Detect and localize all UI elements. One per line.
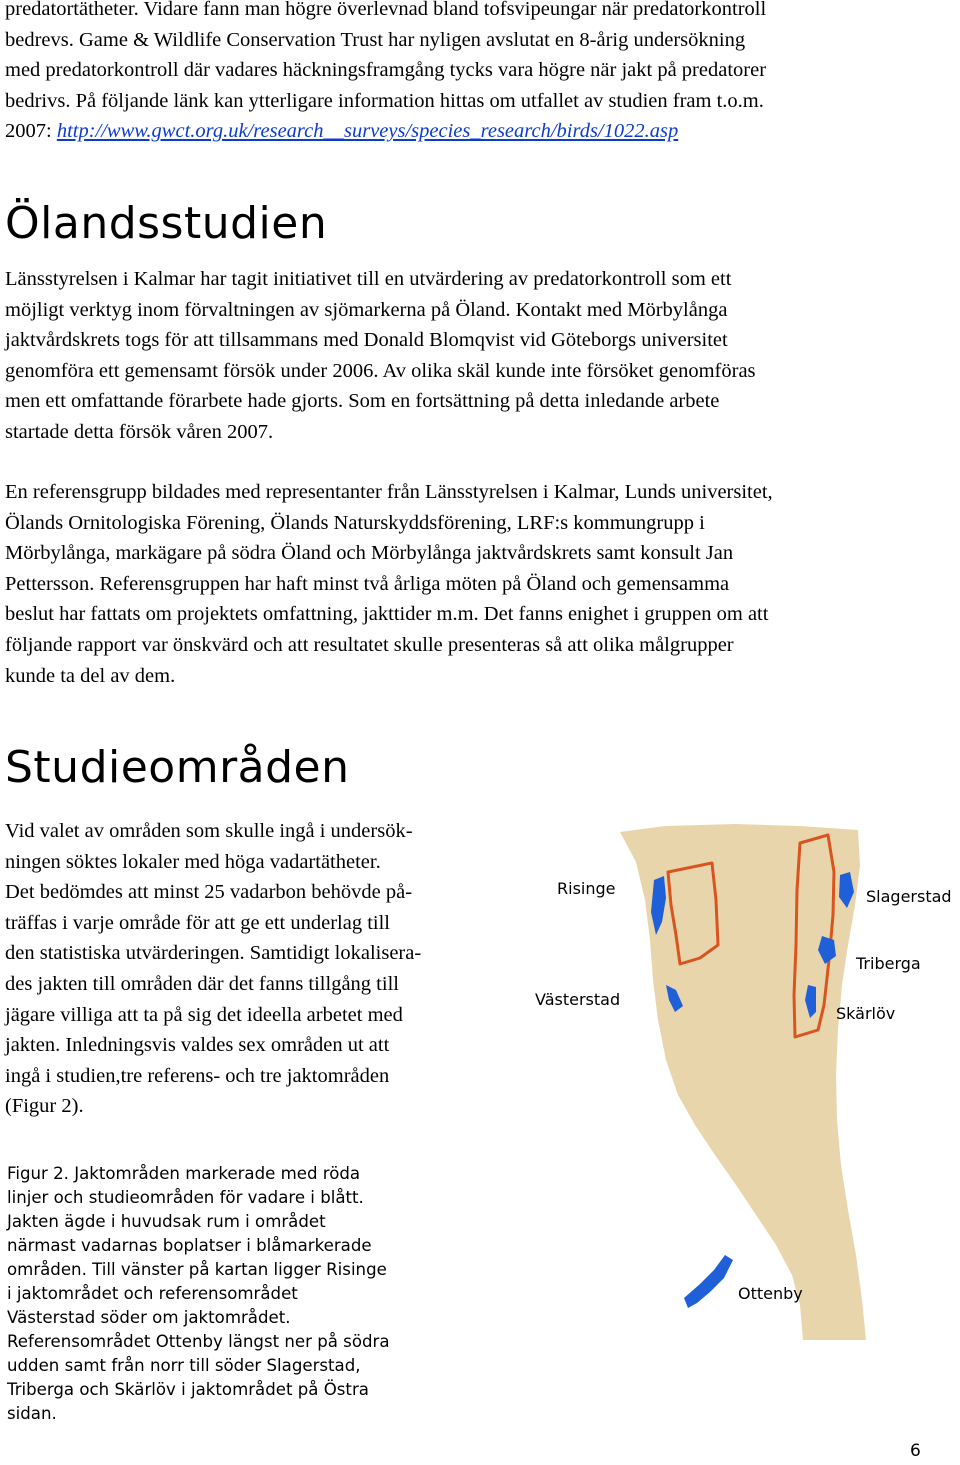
- text-line: startade detta försök våren 2007.: [5, 420, 274, 443]
- text-line: men ett omfattande förarbete hade gjorts. Som en fortsättning på detta inledande arbete: [5, 390, 720, 413]
- link-line: [5, 116, 766, 147]
- section-heading-studieomraden: Studieområden: [5, 742, 350, 793]
- section-heading-olandsstudien: Ölandsstudien: [5, 198, 328, 249]
- text-line: Ölands Ornitologiska Förening, Ölands Naturskyddsförening, LRF:s kommungrupp i: [5, 511, 705, 534]
- map-label-ottenby: Ottenby: [738, 1284, 803, 1303]
- caption-line: Triberga och Skärlöv i jaktområdet på Östra: [7, 1380, 369, 1399]
- text-line: ingå i studien,tre referens- och tre jaktområden: [5, 1064, 390, 1087]
- south-oland-map: [505, 820, 960, 1340]
- caption-line: Västerstad söder om jaktområdet.: [7, 1308, 291, 1327]
- text-line: ningen söktes lokaler med höga vadartätheter.: [5, 850, 381, 873]
- caption-line: udden samt från norr till söder Slagerstad,: [7, 1356, 361, 1375]
- caption-line: närmast vadarnas boplatser i blåmarkerade: [7, 1236, 372, 1255]
- text-line: Länsstyrelsen i Kalmar har tagit initiativet till en utvärdering av predatorkontroll som ett: [5, 268, 732, 290]
- caption-line: sidan.: [7, 1404, 57, 1423]
- map-label-risinge: Risinge: [557, 879, 616, 898]
- text-line: jaktvårdskrets togs för att tillsammans med Donald Blomqvist vid Göteborgs universitet: [5, 329, 728, 352]
- study-area-ottenby: [684, 1255, 733, 1308]
- text-line: des jakten till områden där det fanns tillgång till: [5, 972, 399, 995]
- text-line: bedrevs. Game & Wildlife Conservation Trust har nyligen avslutat en 8-årig undersökning: [5, 28, 746, 51]
- text-line: Det bedömdes att minst 25 vadarbon behövde på-: [5, 881, 413, 904]
- caption-line: linjer och studieområden för vadare i blått.: [7, 1188, 364, 1207]
- study-paragraph: [5, 816, 421, 1122]
- caption-line: Referensområdet Ottenby längst ner på södra: [7, 1332, 390, 1351]
- text-line: predatortätheter. Vidare fann man högre överlevnad bland tofsvipeungar när predatorkontroll: [5, 0, 767, 20]
- gwct-link[interactable]: http://www.gwct.org.uk/research__surveys/species_research/birds/1022.asp: [56, 120, 679, 143]
- figure-caption: [7, 1162, 477, 1426]
- text-line: träffas i varje område för att ge ett underlag till: [5, 911, 390, 934]
- intro-paragraph: [5, 0, 766, 147]
- caption-line: i jaktområdet och referensområdet: [7, 1284, 298, 1303]
- text-line: den statistiska utvärderingen. Samtidigt lokalisera-: [5, 942, 422, 965]
- text-line: jakten. Inledningsvis valdes sex områden ut att: [5, 1034, 390, 1057]
- map-label-slagerstad: Slagerstad: [866, 887, 952, 906]
- olands-paragraph-2: [5, 477, 773, 691]
- text-line: följande rapport var önskvärd och att resultatet skulle presenteras så att olika målgrupper: [5, 633, 734, 656]
- text-line: beslut har fattats om projektets omfattning, jakttider m.m. Det fanns enighet i gruppen om att: [5, 603, 769, 626]
- map-label-skarlov: Skärlöv: [836, 1004, 896, 1023]
- text-line: med predatorkontroll där vadares häckningsframgång tycks vara högre när jakt på predatorer: [5, 59, 767, 82]
- text-line: genomföra ett gemensamt försök under 2006. Av olika skäl kunde inte försöket genomföras: [5, 359, 756, 382]
- caption-line: Jakten ägde i huvudsak rum i området: [7, 1212, 326, 1231]
- text-line: En referensgrupp bildades med representanter från Länsstyrelsen i Kalmar, Lunds universitet,: [5, 481, 773, 503]
- olands-paragraph-1: [5, 264, 756, 448]
- text-line: Vid valet av områden som skulle ingå i undersök-: [5, 820, 413, 842]
- text-line: (Figur 2).: [5, 1095, 84, 1118]
- map-label-vasterstad: Västerstad: [535, 990, 621, 1009]
- page-number: 6: [910, 1441, 921, 1461]
- caption-line: Figur 2. Jaktområden markerade med röda: [7, 1164, 361, 1183]
- caption-line: områden. Till vänster på kartan ligger Risinge: [7, 1260, 387, 1279]
- text-line: kunde ta del av dem.: [5, 664, 176, 687]
- link-prefix: 2007:: [5, 120, 57, 143]
- text-line: möjligt verktyg inom förvaltningen av sjömarkerna på Öland. Kontakt med Mörbylånga: [5, 298, 728, 321]
- text-line: jägare villiga att ta på sig det ideella arbetet med: [5, 1003, 403, 1026]
- text-line: bedrivs. På följande länk kan ytterligare information hittas om utfallet av studien fram t.o.m.: [5, 89, 764, 112]
- text-line: Pettersson. Referensgruppen har haft minst två årliga möten på Öland och gemensamma: [5, 572, 730, 595]
- map-label-triberga: Triberga: [856, 954, 921, 973]
- text-line: Mörbylånga, markägare på södra Öland och Mörbylånga jaktvårdskrets samt konsult Jan: [5, 542, 734, 565]
